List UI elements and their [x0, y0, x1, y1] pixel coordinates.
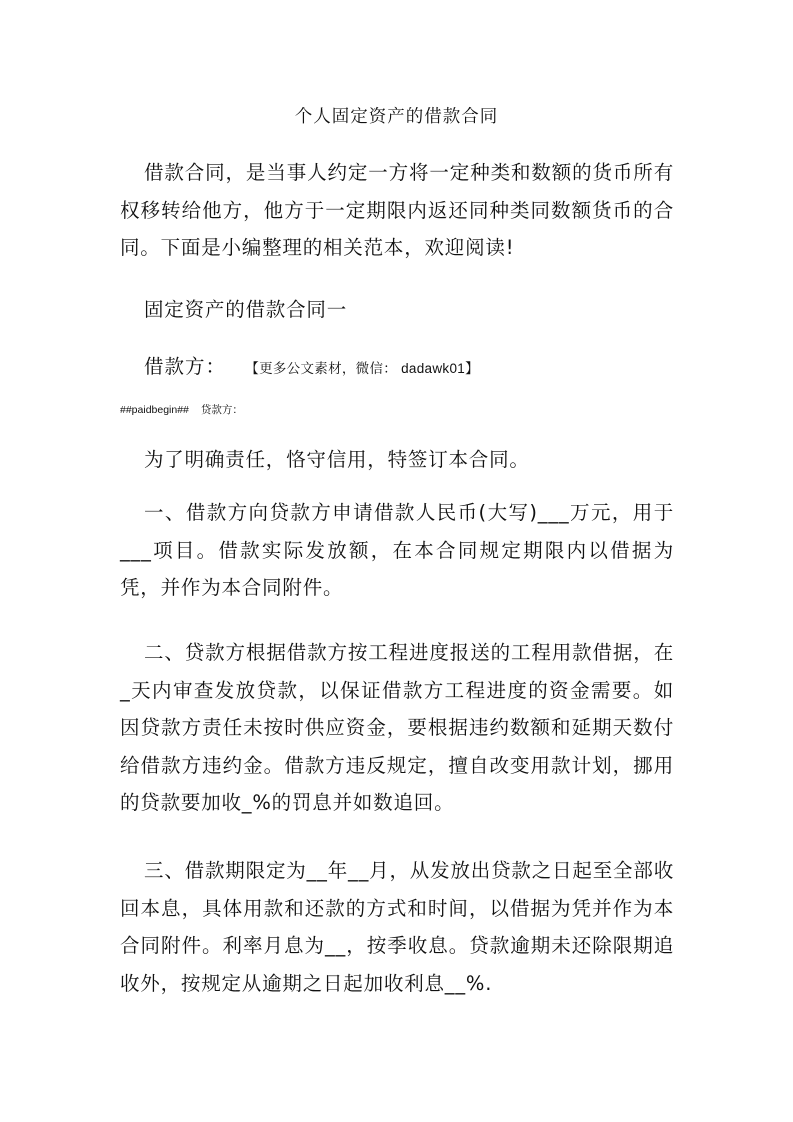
intro-paragraph: 借款合同，是当事人约定一方将一定种类和数额的货币所有权移转给他方，他方于一定期限内返还同种类同数额货币的合同。下面是小编整理的相关范本，欢迎阅读!: [120, 161, 674, 260]
lender-row: [120, 401, 243, 419]
borrower-label: 借款方：: [144, 355, 227, 378]
borrower-row: [144, 351, 479, 385]
clause-1-paragraph: 一、借款方向贷款方申请借款人民币(大写)___万元，用于___项目。借款实际发放额，在本合同规定期限内以借据为凭，并作为本合同附件。: [120, 501, 674, 600]
clause-2-paragraph: 二、贷款方根据借款方按工程进度报送的工程用款借据，在_天内审查发放贷款，以保证借款方工程进度的资金需要。如因贷款方责任未按时供应资金，要根据违约数额和延期天数付给借款方违约金。借款方违反规定，擅自改变用款计划，挪用的贷款要加收_%的罚息并如数追回。: [120, 641, 674, 815]
promo-text: 【更多公文素材，微信： dadawk01】: [252, 361, 479, 376]
preamble-paragraph: 为了明确责任，恪守信用，特签订本合同。: [144, 448, 530, 471]
clause-3-paragraph: 三、借款期限定为__年__月，从发放出贷款之日起至全部收回本息，具体用款和还款的方式和时间，以借据为凭并作为本合同附件。利率月息为__，按季收息。贷款逾期未还除限期追收外，按规定从逾期之日起加收利息__%.: [120, 859, 674, 995]
lender-label: 贷款方：: [200, 404, 243, 416]
section-title: 固定资产的借款合同一: [144, 298, 348, 321]
document-title: 个人固定资产的借款合同: [294, 107, 499, 127]
paid-marker: ##paidbegin##: [120, 404, 189, 416]
